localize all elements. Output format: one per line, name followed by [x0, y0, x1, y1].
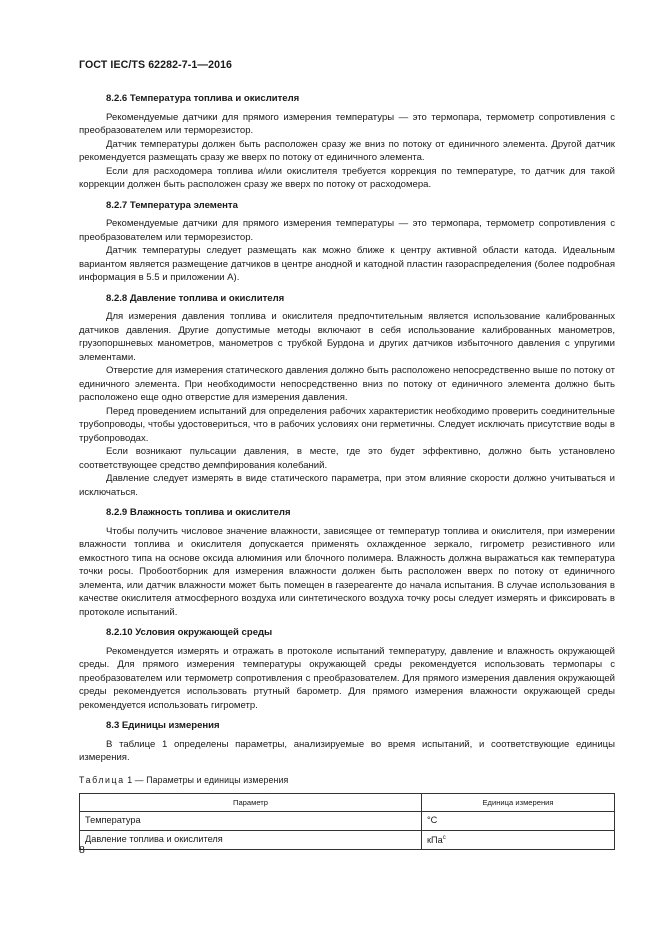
paragraph: Для измерения давления топлива и окислителя предпочтительным является использование калиброванных датчиков давления. Другие допустимые методы включают в себя использование калиброванных манометров, грузопоршневых манометров, манометров с трубкой Бурдона и других датчиков избыточного давления с упругими элементами. [79, 311, 615, 363]
table-caption-text: 1 — Параметры и единицы измерения [127, 774, 289, 785]
paragraph: Перед проведением испытаний для определения рабочих характеристик необходимо проверить соединительные трубопроводы, чтобы удостовериться, что в рабочих условиях они герметичны. Следует исключать присутствие воды в трубопроводах. [79, 405, 615, 444]
paragraph: Отверстие для измерения статического давления должно быть расположено непосредственно выше по потоку от единичного элемента. При необходимости непосредственно вниз по потоку от единичного элемента должно быть расположено еще одно отверстие для измерения давления. [79, 365, 615, 403]
paragraph: Датчик температуры должен быть расположен сразу же вниз по потоку от единичного элемента. Другой датчик рекомендуется размещать сразу же вверх по потоку от единичного элемента. [79, 138, 615, 163]
paragraph: Рекомендуемые датчики для прямого измерения температуры — это термопара, термометр сопротивления с преобразователем или терморезистор. [79, 218, 615, 243]
paragraph: Давление следует измерять в виде статического параметра, при этом влияние скорости должно учитываться и исключаться. [79, 473, 615, 498]
paragraph: Если для расходомера топлива и/или окислителя требуется коррекция по температуре, то датчик для такой коррекции должен быть расположен сразу же вверх по потоку от расходомера. [79, 165, 615, 190]
paragraph: В таблице 1 определены параметры, анализируемые во время испытаний, и соответствующие единицы измерения. [79, 738, 615, 763]
section-title: 8.2.8 Давление топлива и окислителя [106, 292, 285, 304]
units-table [79, 793, 615, 850]
section-title: 8.3 Единицы измерения [106, 720, 220, 731]
page-content [79, 88, 615, 850]
document-header: ГОСТ IEC/TS 62282-7-1—2016 [79, 59, 233, 71]
section-8-2-7 [79, 195, 615, 285]
section-title: 8.2.6 Температура топлива и окислителя [106, 93, 300, 104]
cell-unit [422, 831, 615, 850]
unit-text: °С [427, 815, 438, 826]
unit-text: кПа [427, 835, 443, 846]
section-8-2-8 [79, 288, 615, 500]
cell-parameter: Давление топлива и окислителя [80, 831, 422, 850]
section-8-2-10 [79, 622, 615, 712]
column-header-parameter: Параметр [80, 794, 422, 812]
section-title: 8.2.7 Температура элемента [106, 199, 238, 211]
column-header-unit: Единица измерения [422, 794, 615, 812]
table-row [80, 812, 615, 831]
paragraph: Если возникают пульсации давления, в месте, где это будет эффективно, должно быть установлено соответствующее средство демпфирования колебаний. [79, 446, 615, 471]
cell-unit [422, 812, 615, 831]
section-title: 8.2.10 Условия окружающей среды [106, 627, 273, 638]
paragraph: Датчик температуры следует размещать как можно ближе к центру активной области катода. Идеальным вариантом является размещение датчиков в центре анодной и катодной пластин газораспределения (более подробная информация в 5.5 и приложении А). [79, 245, 615, 283]
section-8-3 [79, 715, 615, 765]
paragraph: Чтобы получить числовое значение влажности, зависящее от температур топлива и окислителя, при измерении влажности топлива и окислителя допускается применять охлажденное зеркало, гигрометр резистивного или емкостного типа на основе оксида алюминия или блочного полимера. Влажность должна выражаться как температура точки росы. Пробоотборник для измерения влажности должен быть расположен вверх по потоку от единичного элемента, или датчик влажности может быть помещен в газереагенте до начала испытания. В случае использования в качестве окислителя атмосферного воздуха или синтетического воздуха точку росы следует измерять и фиксировать в протоколе испытаний. [79, 525, 615, 618]
section-8-2-6 [79, 88, 615, 192]
section-8-2-9 [79, 502, 615, 619]
page-number: 8 [79, 844, 85, 856]
table-row [80, 831, 615, 850]
paragraph: Рекомендуется измерять и отражать в протоколе испытаний температуру, давление и влажность окружающей среды. Для прямого измерения температуры окружающей среды рекомендуется использовать термопары с преобразователем или термометр сопротивления с преобразователем. Для прямого измерения давления окружающей среды рекомендуется использовать ртутный барометр. Для прямого измерения влажности окружающей среды рекомендуется использовать гигрометр. [79, 645, 615, 711]
cell-parameter: Температура [80, 812, 422, 831]
footnote-marker: c [442, 835, 446, 842]
section-title: 8.2.9 Влажность топлива и окислителя [106, 507, 291, 518]
paragraph: Рекомендуемые датчики для прямого измерения температуры — это термопара, термометр сопротивления с преобразователем или терморезистор. [79, 111, 615, 136]
table-caption-word: Таблица [79, 774, 125, 785]
table-header-row [80, 794, 615, 812]
table-caption [79, 774, 615, 788]
